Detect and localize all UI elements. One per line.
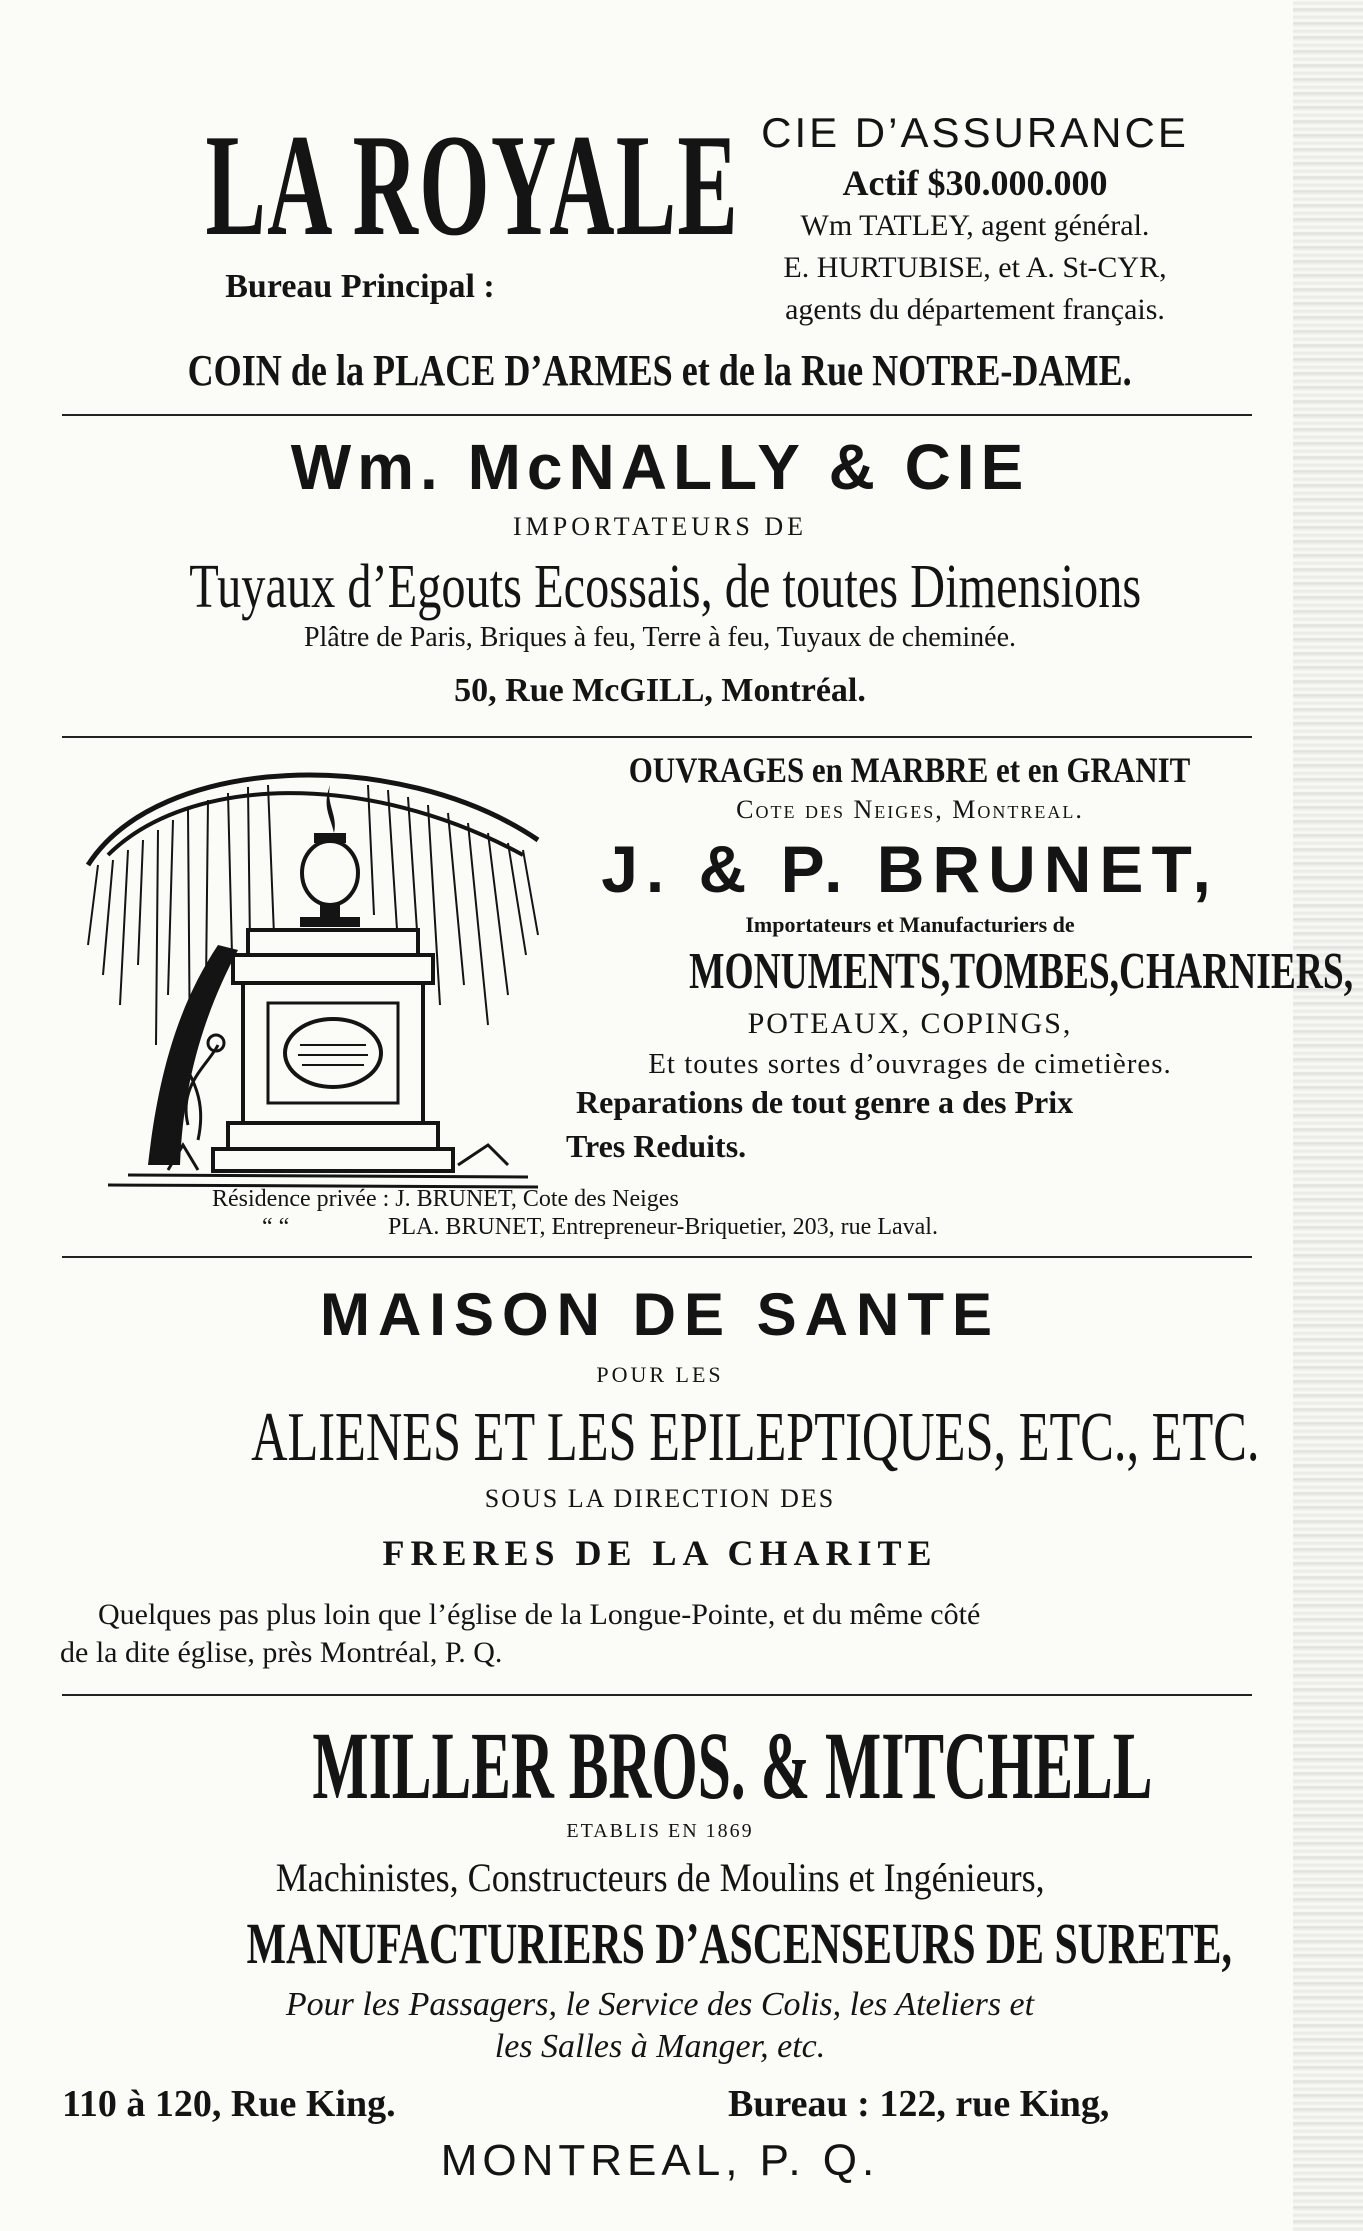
brunet-repairs-line1: Reparations de tout genre a des Prix xyxy=(576,1084,1074,1120)
royale-agent-general: Wm TATLEY, agent général. xyxy=(800,209,1150,242)
brunet-importers: Importateurs et Manufacturiers de xyxy=(745,912,1075,937)
brunet-name: J. & P. BRUNET, xyxy=(601,832,1219,906)
brunet-location: Cote des Neiges, Montreal. xyxy=(736,795,1084,824)
brunet-text-block xyxy=(560,748,1354,1084)
royale-company-block xyxy=(680,105,1270,331)
royale-title: LA ROYALE xyxy=(205,104,740,266)
page-edge-texture xyxy=(1293,0,1363,2231)
royale-agents-line1: E. HURTUBISE, et A. St-CYR, xyxy=(783,251,1167,284)
divider-rule xyxy=(62,1256,1252,1258)
brunet-repairs xyxy=(566,1080,1266,1168)
divider-rule xyxy=(62,414,1252,416)
brunet-residence-label: Résidence privée : xyxy=(212,1186,390,1212)
sante-desc-line2: de la dite église, près Montréal, P. Q. xyxy=(60,1636,503,1669)
sante-title: MAISON DE SANTE xyxy=(319,1281,1001,1348)
mcnally-products: Plâtre de Paris, Briques à feu, Terre à feu, Tuyaux de cheminée. xyxy=(303,622,1017,653)
brunet-works: Et toutes sortes d’ouvrages de cimetières. xyxy=(648,1048,1172,1080)
sante-desc-line1: Quelques pas plus loin que l’église de la Longue-Pointe, et du même côté xyxy=(98,1598,981,1631)
royale-agents-line2: agents du département français. xyxy=(785,293,1165,326)
brunet-products2: POTEAUX, COPINGS, xyxy=(747,1007,1073,1040)
brunet-residence-2-text: PLA. BRUNET, Entrepreneur-Briquetier, 203, rue Laval. xyxy=(388,1214,938,1240)
sante-main-line: ALIENES ET LES EPILEPTIQUES, ETC., ETC. xyxy=(251,1399,1260,1476)
brunet-residence-1 xyxy=(212,1184,1212,1214)
miller-address-right: Bureau : 122, rue King, xyxy=(728,2083,1110,2125)
divider-rule xyxy=(62,736,1252,738)
royale-address: COIN de la PLACE D’ARMES et de la Rue NOTRE-DAME. xyxy=(187,346,1133,395)
divider-rule xyxy=(62,1694,1252,1696)
sante-description xyxy=(60,1596,1260,1672)
mcnally-subtitle: IMPORTATEURS DE xyxy=(513,512,807,541)
miller-for-line1: Pour les Passagers, le Service des Colis, les Ateliers et xyxy=(285,1986,1035,2023)
miller-trades: Machinistes, Constructeurs de Moulins et Ingénieurs, xyxy=(275,1855,1045,1900)
miller-established: ETABLIS EN 1869 xyxy=(566,1820,754,1842)
monument-willow-illustration xyxy=(68,745,558,1200)
brunet-repairs-line2: Tres Reduits. xyxy=(566,1128,747,1164)
miller-for-line2: les Salles à Manger, etc. xyxy=(494,2028,826,2065)
sante-freres: FRERES DE LA CHARITE xyxy=(382,1533,938,1573)
miller-address-left: 110 à 120, Rue King. xyxy=(62,2083,396,2125)
sante-pour: POUR LES xyxy=(596,1362,724,1387)
brunet-residence-1-text: J. BRUNET, Cote des Neiges xyxy=(395,1186,679,1212)
mcnally-main-line: Tuyaux d’Egouts Ecossais, de toutes Dimensions xyxy=(189,553,1142,621)
miller-manufacturers: MANUFACTURIERS D’ASCENSEURS DE SURETE, xyxy=(246,1911,1232,1976)
miller-city: MONTREAL, P. Q. xyxy=(440,2136,880,2185)
miller-for-block xyxy=(60,1984,1260,2068)
royale-assets: Actif $30.000.000 xyxy=(842,163,1108,203)
mcnally-title: Wm. McNALLY & CIE xyxy=(290,431,1030,503)
mcnally-address: 50, Rue McGILL, Montréal. xyxy=(454,672,866,709)
brunet-ditto-marks: “ “ xyxy=(262,1214,290,1240)
sante-direction: SOUS LA DIRECTION DES xyxy=(484,1484,836,1513)
urn xyxy=(300,785,360,927)
brunet-products: MONUMENTS,TOMBES,CHARNIERS, xyxy=(689,943,1354,1000)
miller-title: MILLER BROS. & MITCHELL xyxy=(312,1712,1153,1819)
brunet-title: OUVRAGES en MARBRE et en GRANIT xyxy=(629,750,1191,790)
brunet-residence-2 xyxy=(262,1212,1262,1242)
royale-bureau-label: Bureau Principal : xyxy=(225,268,495,305)
royale-company-line: CIE D’ASSURANCE xyxy=(761,109,1189,156)
